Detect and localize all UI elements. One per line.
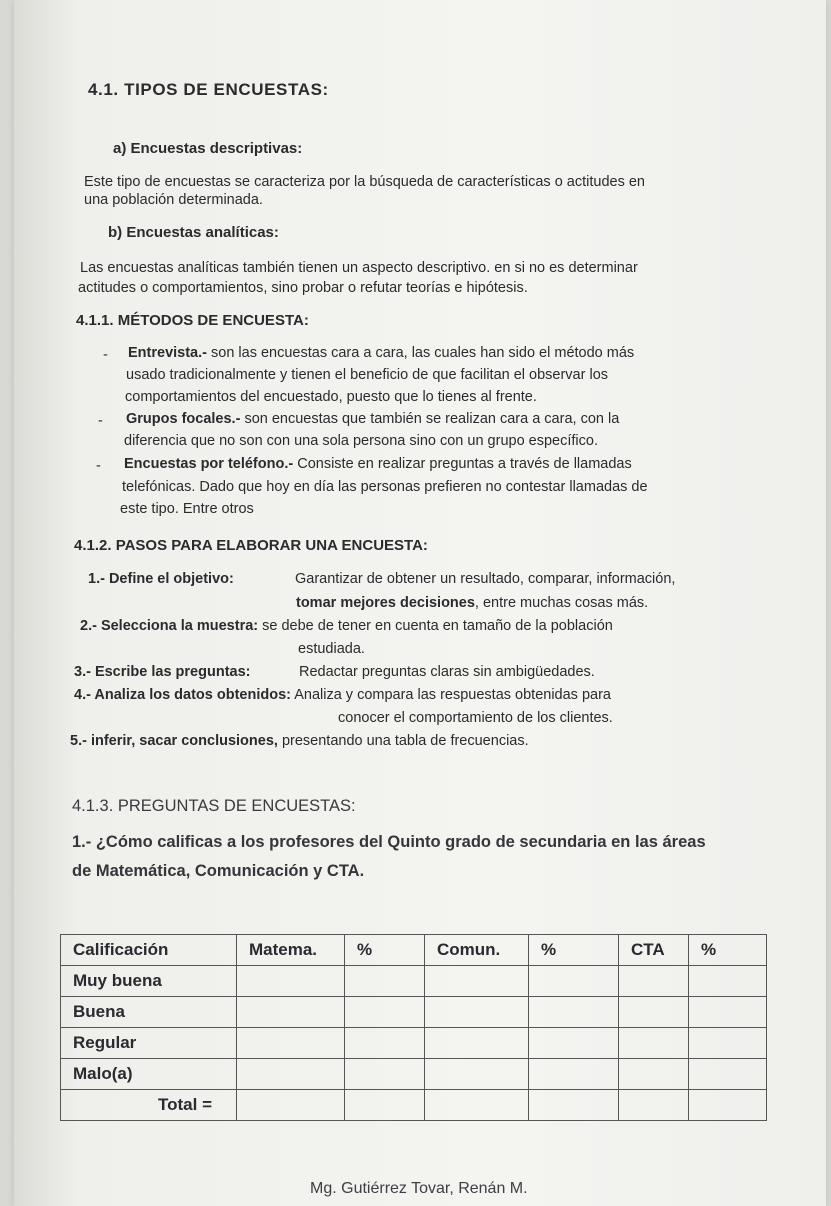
header-percent: %	[345, 935, 425, 966]
method-phone-text: Consiste en realizar preguntas a través de llamadas	[293, 456, 632, 472]
table-row	[61, 997, 767, 1028]
type-a-line-1: Este tipo de encuestas se caracteriza por la búsqueda de características o actitudes en	[84, 174, 645, 190]
bullet-dash: -	[98, 413, 103, 429]
method-phone-line-3: este tipo. Entre otros	[120, 501, 254, 517]
method-focus-line-2: diferencia que no son con una sola persona sino con un grupo específico.	[124, 433, 598, 449]
step-4	[74, 687, 611, 703]
row-label: Buena	[61, 997, 237, 1028]
step-3-label: 3.- Escribe las preguntas:	[74, 664, 251, 680]
step-2-text: se debe de tener en cuenta en tamaño de la población	[258, 618, 613, 634]
empty-cell[interactable]	[425, 966, 529, 997]
empty-cell[interactable]	[529, 1059, 619, 1090]
empty-cell[interactable]	[689, 966, 767, 997]
empty-cell[interactable]	[425, 1090, 529, 1121]
bullet-dash: -	[96, 458, 101, 474]
header-cta: CTA	[619, 935, 689, 966]
row-label: Malo(a)	[61, 1059, 237, 1090]
total-label: Total =	[61, 1090, 237, 1121]
step-1-label: 1.- Define el objetivo:	[88, 571, 234, 587]
step-1-line-2	[296, 595, 648, 611]
empty-cell[interactable]	[689, 1059, 767, 1090]
header-comunicacion: Comun.	[425, 935, 529, 966]
empty-cell[interactable]	[619, 966, 689, 997]
method-phone-line-1	[124, 456, 632, 472]
step-5-label: 5.- inferir, sacar conclusiones,	[70, 733, 278, 749]
empty-cell[interactable]	[345, 1059, 425, 1090]
empty-cell[interactable]	[689, 1090, 767, 1121]
empty-cell[interactable]	[345, 966, 425, 997]
empty-cell[interactable]	[619, 1059, 689, 1090]
empty-cell[interactable]	[619, 997, 689, 1028]
header-percent: %	[689, 935, 767, 966]
method-interview-term: Entrevista.-	[128, 345, 207, 361]
empty-cell[interactable]	[619, 1090, 689, 1121]
empty-cell[interactable]	[529, 966, 619, 997]
methods-heading: 4.1.1. MÉTODOS DE ENCUESTA:	[76, 312, 309, 329]
step-4-cont: conocer el comportamiento de los clientes.	[338, 710, 613, 726]
empty-cell[interactable]	[237, 997, 345, 1028]
step-3	[74, 664, 250, 680]
step-2	[80, 618, 613, 634]
type-b-line-2: actitudes o comportamientos, sino probar o refutar teorías e hipótesis.	[78, 280, 528, 296]
empty-cell[interactable]	[345, 997, 425, 1028]
empty-cell[interactable]	[619, 1028, 689, 1059]
step-5-text: presentando una tabla de frecuencias.	[277, 733, 529, 749]
type-b-heading: b) Encuestas analíticas:	[108, 224, 279, 241]
empty-cell[interactable]	[529, 1090, 619, 1121]
step-1-tail: , entre muchas cosas más.	[474, 595, 649, 611]
method-interview-line-1	[128, 345, 634, 361]
method-interview-line-2: usado tradicionalmente y tienen el beneficio de que facilitan el observar los	[126, 367, 609, 383]
header-matematica: Matema.	[237, 935, 345, 966]
type-b-line-1: Las encuestas analíticas también tienen un aspecto descriptivo. en si no es determinar	[80, 260, 638, 276]
method-focus-line-1	[126, 411, 619, 427]
empty-cell[interactable]	[237, 1090, 345, 1121]
step-1-text: Garantizar de obtener un resultado, comparar, información,	[295, 571, 676, 587]
empty-cell[interactable]	[529, 1028, 619, 1059]
table-header-row	[61, 935, 767, 966]
question-1-line-1: 1.- ¿Cómo calificas a los profesores del Quinto grado de secundaria en las áreas	[72, 833, 706, 851]
row-label: Muy buena	[61, 966, 237, 997]
questions-heading: 4.1.3. PREGUNTAS DE ENCUESTAS:	[72, 797, 356, 815]
step-2-label: 2.- Selecciona la muestra:	[80, 618, 259, 634]
method-interview-text: son las encuestas cara a cara, las cuales han sido el método más	[206, 345, 635, 361]
empty-cell[interactable]	[689, 1028, 767, 1059]
table-row	[61, 1028, 767, 1059]
empty-cell[interactable]	[237, 1028, 345, 1059]
steps-heading: 4.1.2. PASOS PARA ELABORAR UNA ENCUESTA:	[74, 537, 428, 554]
step-4-label: 4.- Analiza los datos obtenidos:	[74, 687, 291, 703]
rating-table	[60, 934, 767, 1121]
empty-cell[interactable]	[689, 997, 767, 1028]
method-focus-text: son encuestas que también se realizan cara a cara, con la	[240, 411, 620, 427]
step-5	[70, 733, 529, 749]
empty-cell[interactable]	[529, 997, 619, 1028]
empty-cell[interactable]	[425, 1059, 529, 1090]
table-total-row	[61, 1090, 767, 1121]
step-3-text: Redactar preguntas claras sin ambigüedades.	[299, 664, 595, 680]
empty-cell[interactable]	[345, 1028, 425, 1059]
row-label: Regular	[61, 1028, 237, 1059]
step-1-bold: tomar mejores decisiones	[296, 595, 475, 611]
empty-cell[interactable]	[425, 997, 529, 1028]
step-1	[88, 571, 234, 587]
empty-cell[interactable]	[345, 1090, 425, 1121]
empty-cell[interactable]	[237, 1059, 345, 1090]
method-interview-line-3: comportamientos del encuestado, puesto que lo tienes al frente.	[125, 389, 537, 405]
method-phone-term: Encuestas por teléfono.-	[124, 456, 294, 472]
section-title: 4.1. TIPOS DE ENCUESTAS:	[88, 80, 329, 99]
table-row	[61, 966, 767, 997]
step-4-text: Analiza y compara las respuestas obtenidas para	[290, 687, 611, 703]
type-a-heading: a) Encuestas descriptivas:	[113, 140, 303, 157]
bullet-dash: -	[103, 347, 108, 363]
author-footer: Mg. Gutiérrez Tovar, Renán M.	[310, 1180, 528, 1197]
question-1-line-2: de Matemática, Comunicación y CTA.	[72, 862, 365, 880]
header-percent: %	[529, 935, 619, 966]
step-2-cont: estudiada.	[298, 641, 365, 657]
method-focus-term: Grupos focales.-	[126, 411, 241, 427]
empty-cell[interactable]	[237, 966, 345, 997]
type-a-line-2: una población determinada.	[84, 192, 263, 208]
table-row	[61, 1059, 767, 1090]
header-calificacion: Calificación	[61, 935, 237, 966]
method-phone-line-2: telefónicas. Dado que hoy en día las personas prefieren no contestar llamadas de	[122, 479, 648, 495]
empty-cell[interactable]	[425, 1028, 529, 1059]
